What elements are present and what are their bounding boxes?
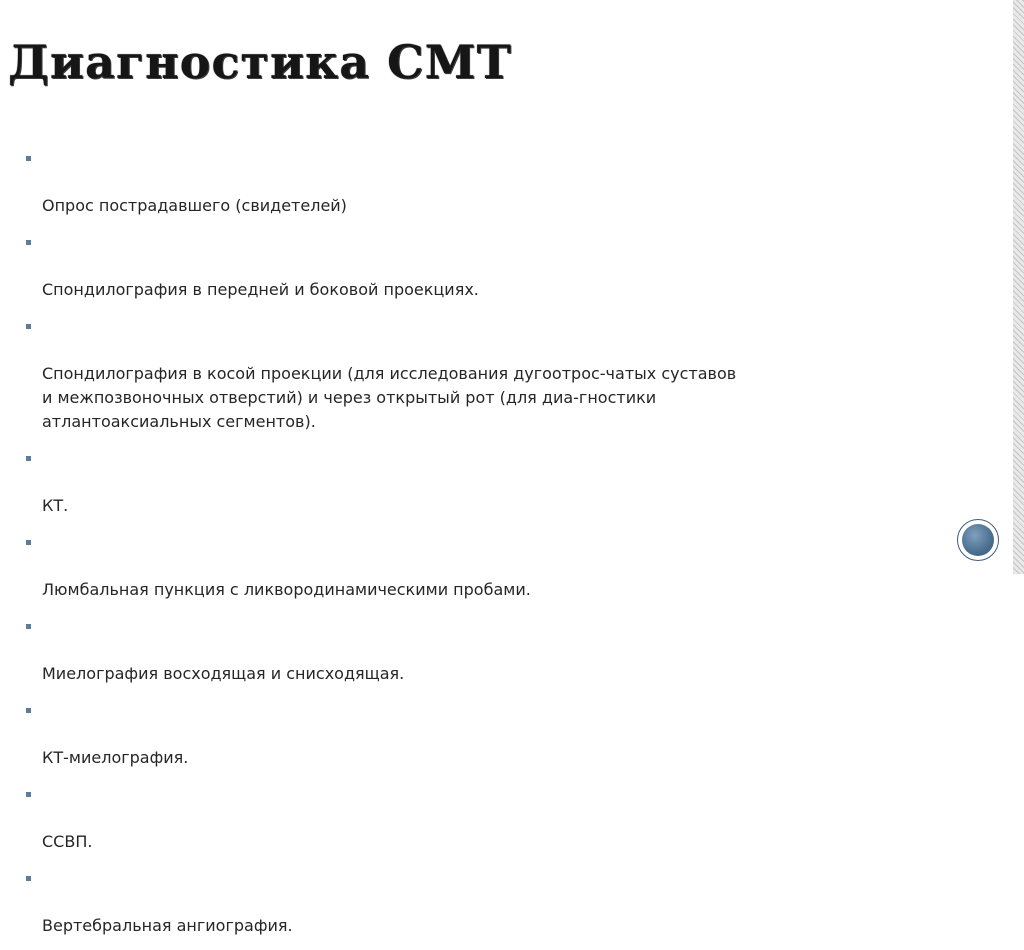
bullet-list <box>26 146 876 950</box>
bullet-marker <box>26 456 31 461</box>
list-item-text: КТ-миелография. <box>42 748 189 767</box>
nav-circle-icon <box>962 524 994 556</box>
list-item <box>26 866 876 938</box>
list-item <box>26 782 876 854</box>
bullet-marker <box>26 156 31 161</box>
list-item-text: Спондилография в косой проекции (для исследования дугоотрос-чатых суставов и межпозвоночных отверстий) и через открытый рот (для диа-гностики атлантоаксиальных сегментов). <box>42 364 737 431</box>
slide-nav-button[interactable] <box>957 519 999 561</box>
slide-title: Диагностика СМТ <box>8 35 512 89</box>
bullet-marker <box>26 708 31 713</box>
list-item <box>26 230 876 302</box>
list-item-text: Вертебральная ангиография. <box>42 916 293 935</box>
list-item <box>26 446 876 518</box>
slide-edge-border <box>1013 0 1024 574</box>
list-item-text: Опрос пострадавшего (свидетелей) <box>42 196 347 215</box>
list-item <box>26 314 876 434</box>
list-item-text: ССВП. <box>42 832 93 851</box>
list-item-text: Люмбальная пункция с ликвородинамическими пробами. <box>42 580 531 599</box>
list-item <box>26 614 876 686</box>
list-item-text: Спондилография в передней и боковой проекциях. <box>42 280 479 299</box>
list-item <box>26 698 876 770</box>
list-item <box>26 146 876 218</box>
bullet-marker <box>26 324 31 329</box>
bullet-marker <box>26 624 31 629</box>
bullet-marker <box>26 540 31 545</box>
list-item-text: КТ. <box>42 496 69 515</box>
list-item-text: Миелография восходящая и снисходящая. <box>42 664 405 683</box>
bullet-marker <box>26 876 31 881</box>
list-item <box>26 530 876 602</box>
bullet-marker <box>26 792 31 797</box>
bullet-marker <box>26 240 31 245</box>
